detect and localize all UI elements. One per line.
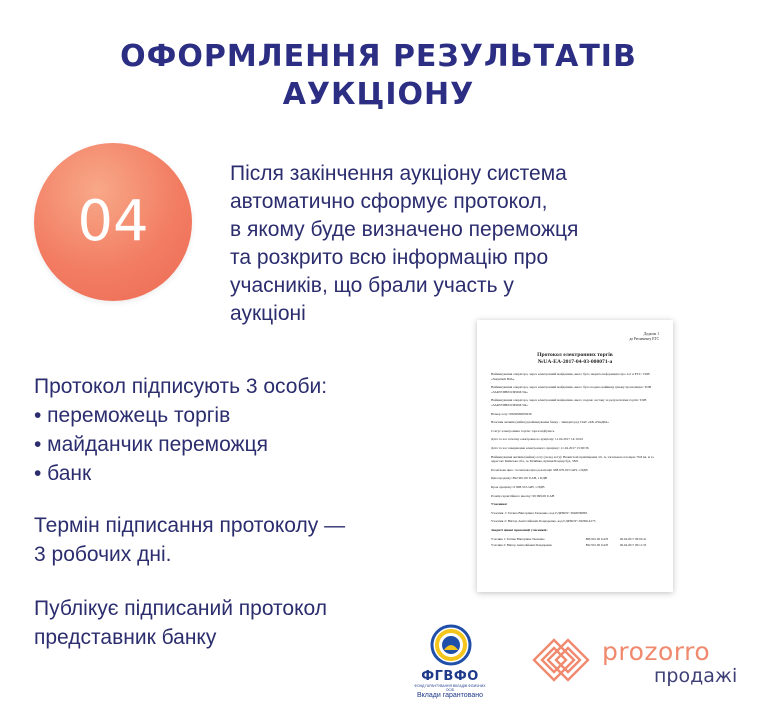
participants-heading: Учасники: — [491, 502, 508, 507]
bid-time: 06.04.2017 09:11:33 — [619, 543, 647, 548]
document-row: Власник активів (майна) (найменування банку - ліквідатора): ПАТ «КБ «НАДРА» — [491, 420, 610, 425]
intro-line: аукціоні — [230, 302, 306, 325]
document-body — [491, 372, 661, 548]
document-row: Ціна продажу: 892 901.00 UAH, з ПДВ — [491, 476, 548, 481]
step-number: 04 — [77, 189, 149, 254]
document-row: Найменування оператора, через електронний майданчик, якого подано заставу за результатами торгів: ТОВ «ЗАКУПІВЛІ.ПРОМ.УА» — [491, 398, 647, 407]
document-row: Крок аукціону: 6 808.50 UAH, з ПДВ — [491, 484, 545, 489]
fgvfo-name: ФГВФО — [421, 669, 479, 684]
document-title — [477, 352, 673, 366]
document-title-line: №UA-EA-2017-04-03-000071-a — [537, 359, 613, 365]
document-row: Найменування активів (майна) лоту (склад лоту): Нежитлові приміщення літ. А, загальною площею 79.8 кв. м за адресою: Київська обл., м. Біляївка, вулиця Бондар буд. 58/6 — [491, 454, 654, 464]
fgvfo-slogan: Вклади гарантовано — [417, 692, 483, 699]
document-row: Статус електронних торгів: торги відбулись — [491, 428, 555, 433]
step-number-badge — [34, 143, 192, 301]
document-appendix-note — [629, 332, 659, 342]
intro-text — [230, 160, 730, 328]
document-row: Найменування оператора, через електронний майданчик, якого було закрито інформацію про лот в ЕТС: ТОВ «Закупівлі ЮА» — [491, 372, 650, 381]
appendix-line: Додаток 1 — [643, 332, 659, 336]
intro-line: та розкрито всю інформацію про — [230, 246, 549, 269]
signer-item: • переможець торгів — [34, 404, 231, 427]
bid-participant: Учасник 1: Тетяна Вікторівна Ткаченко — [491, 537, 545, 542]
protocol-document-image — [477, 320, 673, 592]
publish-line: Публікує підписаний протокол — [34, 597, 327, 620]
bid-row — [491, 542, 661, 548]
title-line-2: АУКЦІОНУ — [282, 77, 475, 112]
fgvfo-emblem-icon — [430, 624, 472, 668]
prozorro-brand-text: prozorro — [602, 637, 711, 666]
participant-row: Учасник 2: Віктор Анатолійович Бондаренко, код ЄДРПОУ: 2826914275 — [491, 519, 596, 524]
document-row: Початкова ціна / початкова ціна реалізації: 998 970.00 UAH, з ПДВ — [491, 467, 588, 472]
bid-amount: 886 991.00 UAH — [585, 537, 608, 542]
intro-line: учасників, що брали участь у — [230, 274, 514, 297]
document-row: Найменування оператора, через електронний майданчик, якого було подано найвищу цінову пропозицію: ТОВ «ЗАКУПІВЛІ.ПРОМ.УА» — [491, 385, 652, 394]
document-row: Дата та час завершення електронного аукціону: 11.04.2017 15:00:36 — [491, 445, 589, 450]
bids-table — [491, 536, 661, 548]
term-line: Термін підписання протоколу — — [34, 514, 346, 537]
signer-item: • банк — [34, 462, 92, 485]
prozorro-subtitle: продажі — [654, 665, 738, 687]
prozorro-mark-icon — [528, 634, 594, 686]
document-row: Розмір гарантійного внеску: 99 999.00 UAH — [491, 493, 555, 498]
page-title — [0, 38, 757, 114]
signers-heading: Протокол підписують 3 особи: — [34, 375, 328, 398]
signers-block — [34, 372, 327, 488]
title-line-1: ОФОРМЛЕННЯ РЕЗУЛЬТАТІВ — [120, 39, 637, 74]
publish-line: представник банку — [34, 626, 217, 649]
bid-time: 06.04.2017 09:02:41 — [619, 537, 647, 542]
bid-participant: Учасник 2: Віктор Анатолійович Бондаренко — [491, 543, 553, 548]
appendix-line: до Регламенту ЕТС — [629, 337, 659, 341]
document-row: Номер лоту: 0820000603639 — [491, 411, 532, 416]
bids-heading: Закриті цінові пропозиції учасників: — [491, 527, 548, 532]
publish-note — [34, 594, 327, 652]
signing-term — [34, 511, 345, 569]
fgvfo-logo — [414, 624, 486, 702]
document-title-line: Протокол електронних торгів — [537, 352, 613, 358]
bid-amount: 892 901.00 UAH — [585, 543, 608, 548]
intro-line: в якому буде визначено переможця — [230, 218, 579, 241]
intro-line: автоматично сформує протокол, — [230, 190, 548, 213]
intro-line: Після закінчення аукціону система — [230, 162, 567, 185]
prozorro-logo — [528, 634, 743, 686]
signer-item: • майданчик переможця — [34, 433, 268, 456]
document-row: Дата та час початку електронного аукціону: 11.04.2017 14:10:02 — [491, 437, 584, 442]
fgvfo-full-name: ФОНД ГАРАНТУВАННЯ ВКЛАДІВ ФІЗИЧНИХ ОСІБ — [414, 684, 486, 692]
term-line: 3 робочих дні. — [34, 543, 172, 566]
participant-row: Учасник 1: Тетяна Вікторівна Ткаченко, код ЄДРПОУ: 3646939865 — [491, 510, 588, 515]
